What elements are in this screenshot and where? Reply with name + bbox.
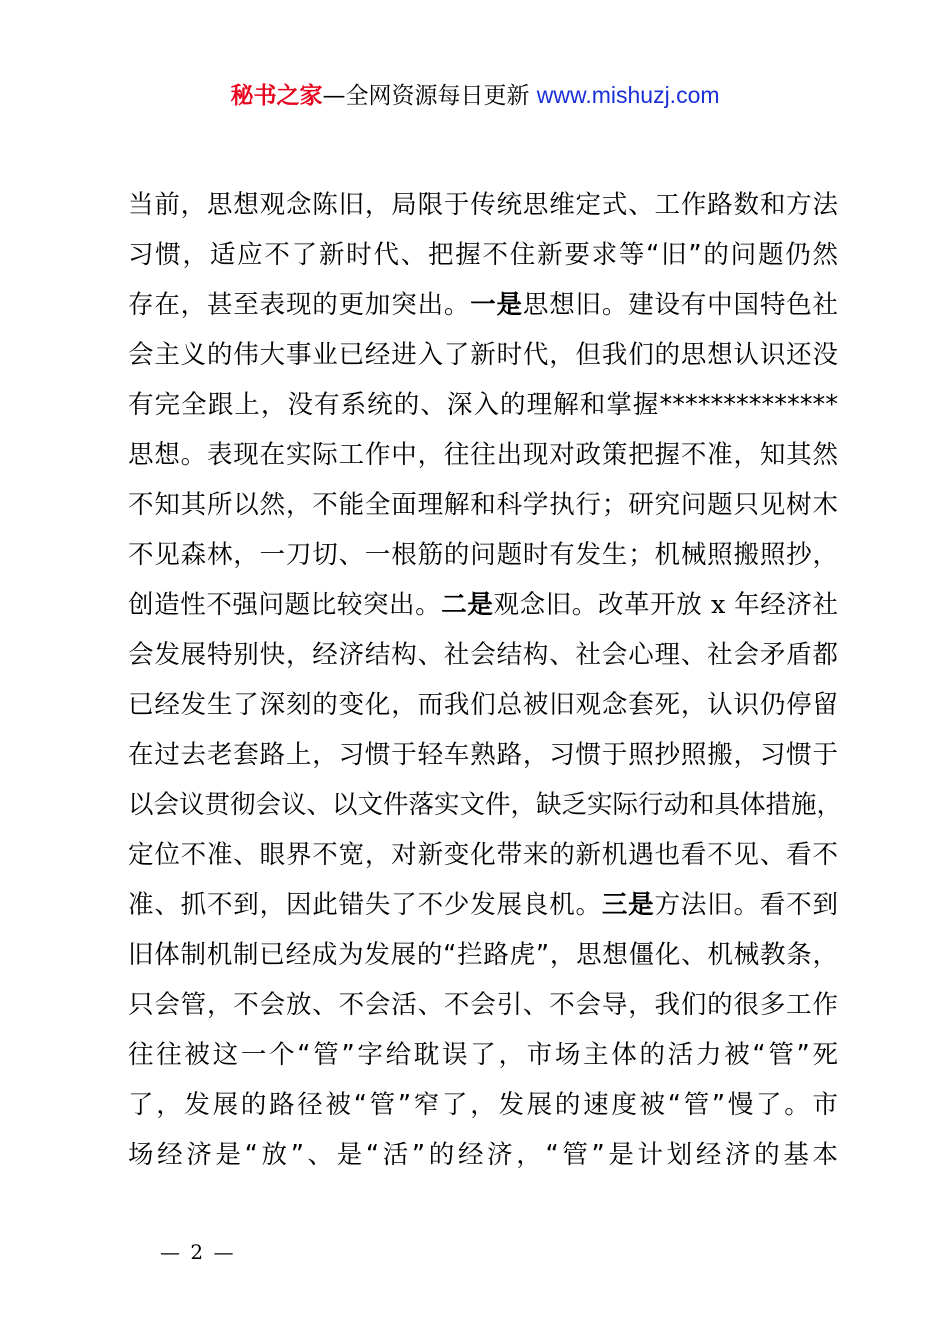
text-segment: x [711,590,726,620]
site-header [0,78,950,113]
header-slogan: —全网资源每日更新 [322,83,530,109]
text-segment: 观念旧。改革开放 [493,590,703,620]
text-line: 有完全跟上，没有系统的、深入的理解和掌握************** [128,390,838,420]
text-line: 不见森林，一刀切、一根筋的问题时有发生；机械照搬照抄， [128,540,838,570]
text-line: 只会管，不会放、不会活、不会引、不会导，我们的很多工作 [128,990,838,1020]
text-line [128,580,838,630]
text-segment: 年经济社 [734,590,838,620]
text-line: 场经济是“放”、是“活”的经济，“管”是计划经济的基本 [128,1140,838,1170]
text-segment: 思想旧。建设有中国特色社 [522,290,838,320]
text-segment: 方法旧。看不到 [654,890,838,920]
text-line: 在过去老套路上，习惯于轻车熟路，习惯于照抄照搬，习惯于 [128,740,838,770]
text-line: 会发展特别快，经济结构、社会结构、社会心理、社会矛盾都 [128,640,838,670]
text-line: 定位不准、眼界不宽，对新变化带来的新机遇也看不见、看不 [128,840,838,870]
text-segment: 存在，甚至表现的更加突出。 [128,290,471,320]
text-line: 往往被这一个“管”字给耽误了，市场主体的活力被“管”死 [128,1040,838,1070]
text-line: 以会议贯彻会议、以文件落实文件，缺乏实际行动和具体措施， [128,790,843,820]
text-line [128,880,838,930]
text-segment: 创造性不强问题比较突出。 [128,590,442,620]
text-line: 旧体制机制已经成为发展的“拦路虎”，思想僵化、机械教条， [128,940,838,970]
emphasis-two: 二是 [441,590,494,620]
text-line: 会主义的伟大事业已经进入了新时代，但我们的思想认识还没 [128,340,838,370]
text-line: 了，发展的路径被“管”窄了，发展的速度被“管”慢了。市 [128,1090,838,1120]
emphasis-three: 三是 [601,890,655,920]
text-line: 当前，思想观念陈旧，局限于传统思维定式、工作路数和方法 [128,190,838,220]
text-line [128,280,838,330]
brand-name: 秘书之家 [230,83,323,109]
text-segment: 准、抓不到，因此错失了不少发展良机。 [128,890,602,920]
document-body [128,180,843,1180]
text-line: 思想。表现在实际工作中，往往出现对政策把握不准，知其然 [128,440,838,470]
text-line: 习惯，适应不了新时代、把握不住新要求等“旧”的问题仍然 [128,240,838,270]
text-line: 已经发生了深刻的变化，而我们总被旧观念套死，认识仍停留 [128,690,838,720]
emphasis-one: 一是 [470,290,523,320]
page-number: — 2 — [160,1240,236,1264]
site-url[interactable]: www.mishuzj.com [536,82,720,108]
text-line: 不知其所以然，不能全面理解和科学执行；研究问题只见树木 [128,490,838,520]
